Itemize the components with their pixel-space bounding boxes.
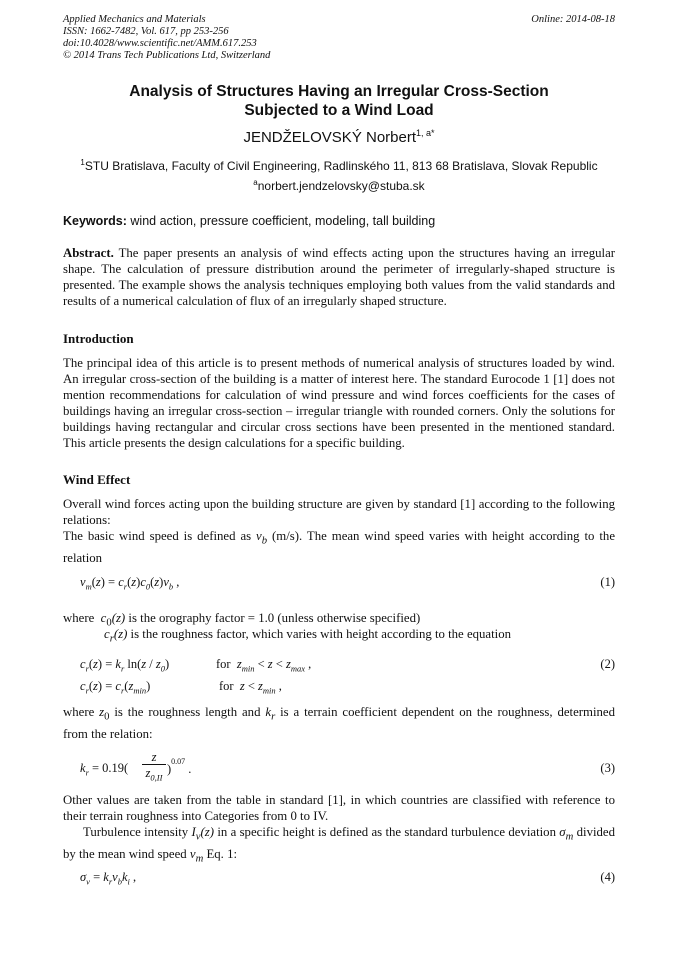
equation-3-tail: )$^{0.07}$ . — [167, 757, 192, 777]
email-text: norbert.jendzelovsky@stuba.sk — [257, 179, 425, 193]
equation-3-fraction: z $z_{0,II}$ — [142, 750, 166, 786]
equation-2a-body: $c_r(z) = k_r$ $\ln(z / z_0)$ — [80, 657, 170, 674]
journal-name: Applied Mechanics and Materials — [63, 14, 206, 25]
p2-text-b: (m/s). The mean wind speed varies with height according to the relation — [63, 529, 615, 565]
where-clause-3: where $z_0$ is the roughness length and $k_r$ is a terrain coefficient dependent on the roughness, determined from the relation: — [63, 705, 616, 741]
wind-effect-paragraph-4: Turbulence intensity $I_v(z)$ in a specific height is defined as the standard turbulence deviation $\sigma_m$ divided by the mean wind speed $v_m$ Eq. 1: — [63, 825, 616, 865]
doi-line: doi:10.4028/www.scientific.net/AMM.617.253 — [63, 38, 257, 49]
for-word-2: for — [219, 679, 234, 693]
abstract — [63, 245, 615, 309]
equation-2a-condition: for $z_{min} < z < z_{max}$ , — [216, 657, 312, 674]
p4-text-d: Eq. 1: — [203, 846, 238, 861]
equation-1 — [63, 575, 615, 597]
copyright-line: © 2014 Trans Tech Publications Ltd, Switzerland — [63, 50, 271, 61]
journal-header — [63, 14, 615, 62]
p4-text-a: Turbulence intensity — [83, 825, 192, 839]
equation-2b-body: $c_r(z) = c_r(z_{min})$ — [80, 679, 151, 696]
keywords — [63, 214, 615, 228]
affiliation-sup: 1 — [80, 158, 85, 167]
where-2-text-a: is the roughness length and — [109, 705, 266, 719]
abstract-text: The paper presents an analysis of wind effects acting upon the structures having an irregular shape. The calculation of pressure distribution around the perimeter of irregularly-shaped structure is presented. The example shows the analysis techniques employing both values from the valid standards and results of a numerical calculation of flux of an irregularly shaped structure. — [63, 246, 616, 308]
where-clause-1: where $c_0(z)$ is the orography factor = 1.0 (unless otherwise specified) — [63, 611, 421, 629]
author-sup: 1, a* — [416, 128, 435, 138]
wind-effect-paragraph-2: The basic wind speed is defined as $v_b$ (m/s). The mean wind speed varies with height according to the relation — [63, 529, 615, 565]
equation-3-number: (3) — [600, 761, 615, 775]
for-word-1: for — [216, 657, 231, 671]
p2-text-a: The basic wind speed is defined as — [63, 529, 257, 543]
introduction-heading: Introduction — [63, 331, 134, 346]
introduction-text: The principal idea of this article is to present methods of numerical analysis of structures loaded by wind. An irregular cross-section of the building is a matter of interest here. The standard Eurocode 1 [1] does not mention recommendations for calculation of wind pressure and wind forces coefficients for the cases of buildings having an irregular cross-section – irregular triangle with rounded corners. Only the solutions for buildings having rectangular and circular cross sections have been presented in the mentioned standard. This article presents the design calculations for a specific building. — [63, 356, 615, 450]
keywords-text: wind action, pressure coefficient, modeling, tall building — [130, 214, 436, 228]
where-2-text-b: is a terrain coefficient dependent on the roughness, determined from the relation: — [63, 705, 616, 741]
wind-effect-paragraph-1: Overall wind forces acting upon the building structure are given by standard [1] according to the following relations: — [63, 497, 615, 527]
paper-title — [63, 82, 615, 120]
where-word-2: where — [63, 705, 95, 719]
where-clause-2: $c_r(z)$ is the roughness factor, which varies with height according to the equation — [104, 627, 512, 645]
p4-text-b: in a specific height is defined as the standard turbulence deviation — [214, 825, 560, 839]
issn-line: ISSN: 1662-7482, Vol. 617, pp 253-256 — [63, 26, 229, 37]
title-line-1: Analysis of Structures Having an Irregular Cross-Section — [129, 83, 549, 100]
keywords-label: Keywords: — [63, 214, 127, 228]
p4-text-c: divided by the mean wind speed — [63, 825, 616, 861]
affiliation — [63, 158, 615, 173]
equation-4-number: (4) — [600, 870, 615, 884]
author-name: JENDŽELOVSKÝ Norbert — [243, 129, 417, 146]
online-date: Online: 2014-08-18 — [531, 14, 615, 25]
equation-3 — [63, 752, 615, 788]
author — [63, 128, 615, 146]
equation-2-line-2 — [63, 679, 615, 701]
abstract-label: Abstract. — [63, 246, 114, 260]
equation-2b-condition: for $z < z_{min}$ , — [219, 679, 282, 696]
email — [63, 178, 615, 193]
email-sup: a — [253, 178, 258, 187]
equation-1-body: $v_m(z) = c_r(z)c_0(z)v_b$ , — [80, 575, 180, 592]
equation-2-line-1 — [63, 657, 615, 679]
equation-2-number: (2) — [600, 657, 615, 671]
affiliation-text: STU Bratislava, Faculty of Civil Engineering, Radlinského 11, 813 68 Bratislava, Slovak Republic — [84, 159, 598, 173]
title-line-2: Subjected to a Wind Load — [244, 102, 434, 119]
equation-3-body: $k_r = 0.19$( — [80, 761, 129, 778]
where-1-text-a: is the orography factor = 1.0 (unless otherwise specified) — [125, 611, 421, 625]
equation-1-number: (1) — [600, 575, 615, 589]
wind-effect-paragraph-3: Other values are taken from the table in standard [1], in which countries are classified with reference to their terrain roughness into Categories from 0 to IV. — [63, 793, 615, 823]
where-1-text-b: is the roughness factor, which varies with height according to the equation — [127, 627, 512, 641]
where-word: where — [63, 611, 95, 625]
equation-4-body: $\sigma_v = k_rv_bk_i$ , — [80, 870, 137, 887]
equation-4 — [63, 870, 615, 892]
wind-effect-heading: Wind Effect — [63, 472, 131, 487]
